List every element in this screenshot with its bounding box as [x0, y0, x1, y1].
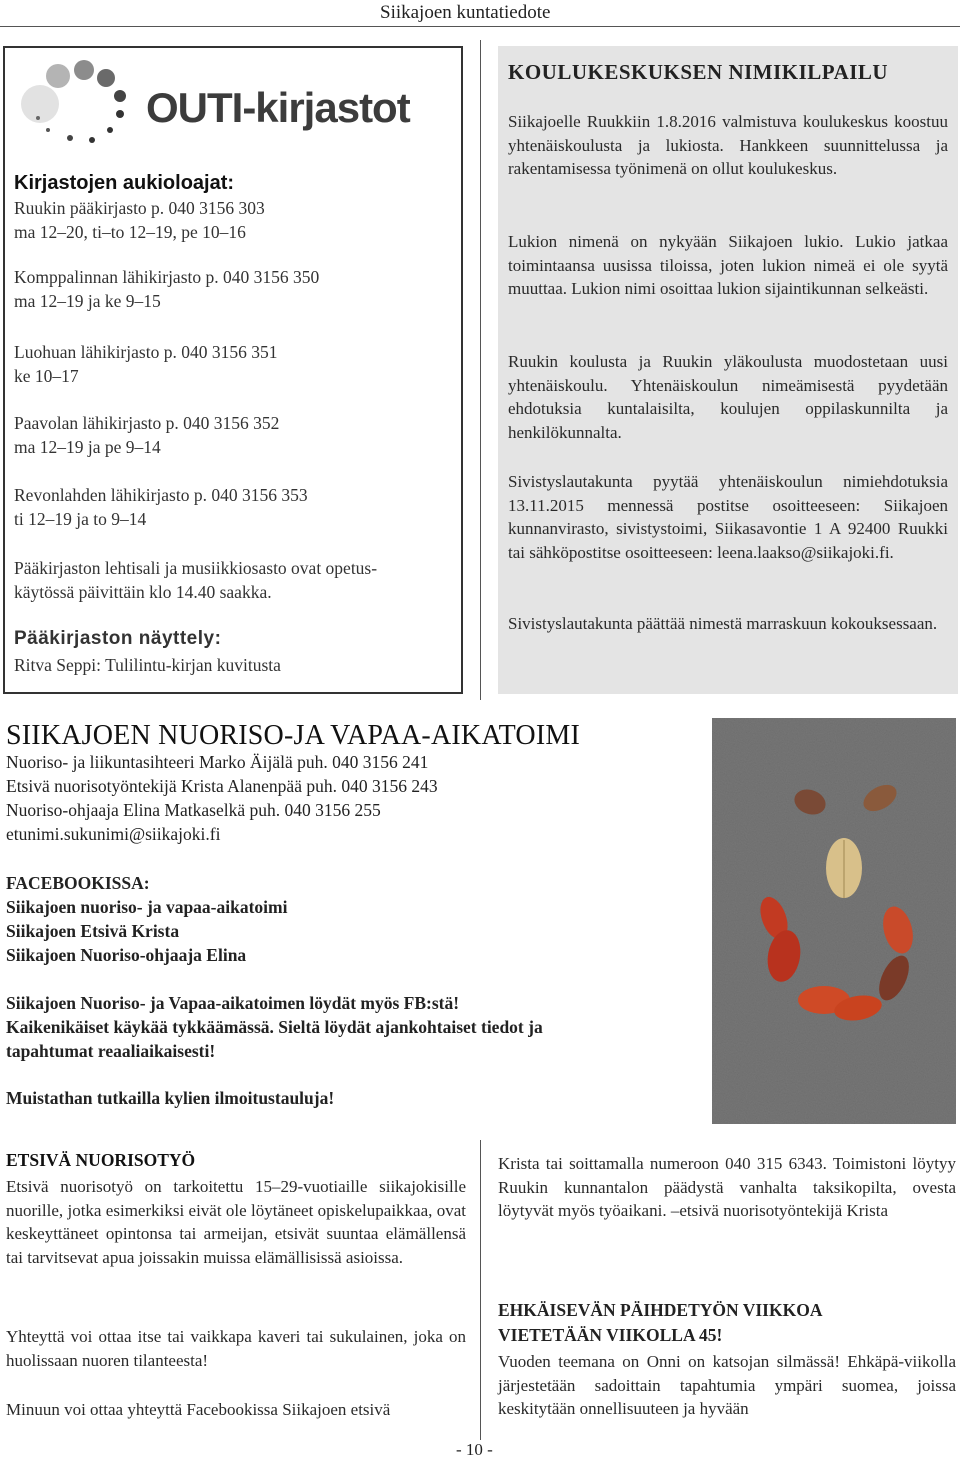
library-line: Paavolan lähikirjasto p. 040 3156 352: [14, 413, 280, 433]
drug-week-text: Vuoden teemana on Onni on katsojan silmässä! Ehkäpä-viikolla järjestetään sadoittain tapahtumia ympäri suomea, joissa keskitytään onnellisuuteen ja hyvään: [498, 1352, 956, 1418]
youth-contact: Etsivä nuorisotyöntekijä Krista Alanenpää puh. 040 3156 243: [6, 776, 438, 796]
library-line: Ruukin pääkirjasto p. 040 3156 303: [14, 198, 265, 218]
school-paragraph: Sivistyslautakunta pyytää yhtenäiskoulun nimiehdotuksia 13.11.2015 mennessä postitse osoitteeseen: Siikajoen kunnanvirasto, sivistystoimi, Siikasavontie 1 A 92400 Ruukki tai sähköpostitse osoitteeseen: leena.laakso@siikajoki.fi.: [508, 472, 948, 562]
school-paragraph: Sivistyslautakunta päättää nimestä marraskuun kokouksessaan.: [508, 614, 938, 633]
facebook-page: Siikajoen Etsivä Krista: [6, 921, 180, 941]
library-line: Pääkirjaston lehtisali ja musiikkiosasto ovat opetus-: [14, 558, 378, 578]
leaf-smiley-icon: [712, 718, 956, 1124]
facebook-page: Siikajoen nuoriso- ja vapaa-aikatoimi: [6, 897, 288, 917]
etsiva-paragraph: Etsivä nuorisotyö on tarkoitettu 15–29-vuotiaille siikajokisille nuorille, jotka esimerkiksi eivät ole löytäneet opiskelupaikkaa, ovat keskeyttäneet opintonsa tai armeijan, etsivät suuntaa elämällensä tai tarvitsevat apua joissakin muissa elämällisissä asioissa.: [6, 1177, 466, 1267]
etsiva-continued: Krista tai soittamalla numeroon 040 315 6343. Toimistoni löytyy Ruukin kunnantalon päädystä vanhalta taksikopilta, ovesta löytyvät myös työaikani. –etsivä nuorisotyöntekijä Krista: [498, 1154, 956, 1220]
library-line: ma 12–20, ti–to 12–19, pe 10–16: [14, 222, 246, 242]
youth-email: etunimi.sukunimi@siikajoki.fi: [6, 824, 221, 844]
facebook-heading: FACEBOOKISSA:: [6, 873, 150, 893]
library-line: ma 12–19 ja ke 9–15: [14, 291, 161, 311]
drug-week-heading: EHKÄISEVÄN PÄIHDETYÖN VIIKKOA: [498, 1300, 823, 1320]
school-heading: KOULUKESKUKSEN NIMIKILPAILU: [508, 60, 889, 84]
column-divider-top: [480, 40, 481, 700]
column-divider-bottom: [480, 1140, 481, 1440]
outi-logo-dots-icon: [20, 56, 160, 166]
library-line: ke 10–17: [14, 366, 79, 386]
library-line: Komppalinnan lähikirjasto p. 040 3156 350: [14, 267, 320, 287]
library-line: Luohuan lähikirjasto p. 040 3156 351: [14, 342, 278, 362]
library-line: Revonlahden lähikirjasto p. 040 3156 353: [14, 485, 308, 505]
notice-board-reminder: Muistathan tutkailla kylien ilmoitustauluja!: [6, 1088, 335, 1108]
youth-contact: Nuoriso-ohjaaja Elina Matkaselkä puh. 040 3156 255: [6, 800, 381, 820]
school-paragraph: Lukion nimenä on nykyään Siikajoen lukio. Lukio jatkaa toimintaansa uusissa tiloissa, joten lukion nimeä ei ole syytä muuttaa. Lukion nimi osoittaa lukion sijaintikunnan selkeästi.: [508, 232, 948, 298]
facebook-page: Siikajoen Nuoriso-ohjaaja Elina: [6, 945, 247, 965]
drug-week-heading: VIETETÄÄN VIIKOLLA 45!: [498, 1325, 723, 1345]
header-rule: [0, 26, 960, 27]
school-paragraph: Ruukin koulusta ja Ruukin yläkoulusta muodostetaan uusi yhtenäiskoulu. Yhtenäiskoulun nimeämisestä pyydetään ehdotuksia kuntalaisilta, koulujen oppilaskunnilta ja henkilökunnalta.: [508, 352, 948, 442]
facebook-note: Kaikenikäiset käykää tykkäämässä. Sieltä löydät ajankohtaiset tiedot ja: [6, 1017, 543, 1037]
etsiva-heading: ETSIVÄ NUORISOTYÖ: [6, 1150, 196, 1170]
etsiva-paragraph: Minuun voi ottaa yhteyttä Facebookissa Siikajoen etsivä: [6, 1400, 391, 1419]
library-line: ma 12–19 ja pe 9–14: [14, 437, 161, 457]
school-paragraph: Siikajoelle Ruukkiin 1.8.2016 valmistuva koulukeskus koostuu yhtenäiskoulusta ja lukiosta. Hankkeen suunnittelussa ja rakentamisessa työnimenä on ollut koulukeskus.: [508, 112, 948, 178]
library-line: ti 12–19 ja to 9–14: [14, 509, 147, 529]
library-line: käytössä päivittäin klo 14.40 saakka.: [14, 582, 272, 602]
exhibition-heading: Pääkirjaston näyttely:: [14, 628, 222, 649]
page-header-title: Siikajoen kuntatiedote: [380, 2, 551, 23]
outi-logo-text: OUTI-kirjastot: [146, 84, 410, 131]
facebook-note: tapahtumat reaaliaikaisesti!: [6, 1041, 216, 1061]
facebook-note: Siikajoen Nuoriso- ja Vapaa-aikatoimen löydät myös FB:stä!: [6, 993, 460, 1013]
page-number: - 10 -: [456, 1440, 493, 1459]
library-heading: Kirjastojen aukioloajat:: [14, 172, 235, 194]
youth-heading: SIIKAJOEN NUORISO-JA VAPAA-AIKATOIMI: [6, 720, 580, 751]
youth-contact: Nuoriso- ja liikuntasihteeri Marko Äijälä puh. 040 3156 241: [6, 752, 429, 772]
exhibition-text: Ritva Seppi: Tulilintu-kirjan kuvitusta: [14, 655, 281, 675]
etsiva-paragraph: Yhteyttä voi ottaa itse tai vaikkapa kaveri tai sukulainen, joka on huolissaan nuoren tilanteesta!: [6, 1327, 466, 1370]
leaf-smiley-photo: [712, 718, 956, 1124]
